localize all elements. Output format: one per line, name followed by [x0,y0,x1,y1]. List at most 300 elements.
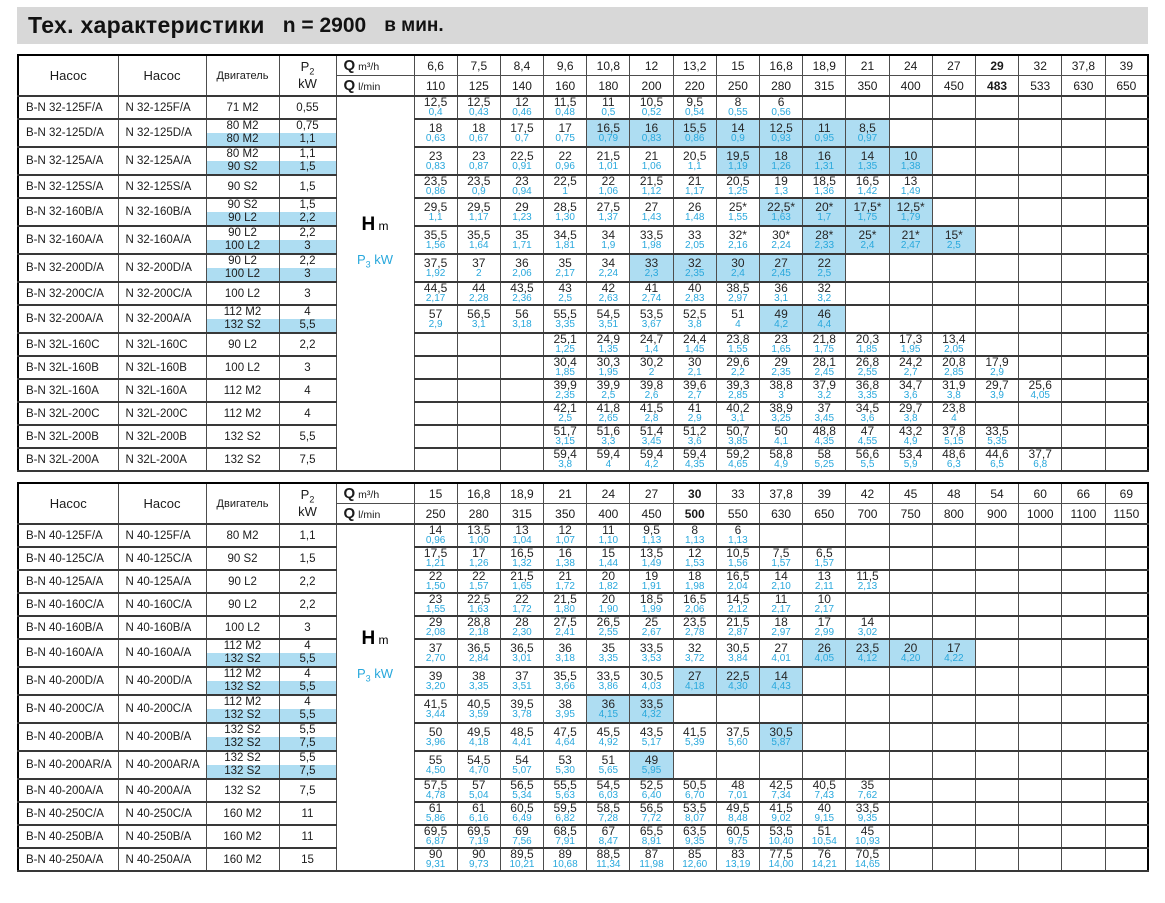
pump-row [18,119,1148,147]
head-value: 51,6 [596,425,621,438]
data-cell [630,448,673,471]
data-cell [457,695,500,723]
p2-line: 3 [280,240,336,253]
head-value: 30,5 [726,640,750,655]
q-lmin-value: 140 [500,76,543,97]
data-cell [500,356,543,379]
data-cell [975,593,1018,616]
power-value: 3,6 [903,390,918,401]
data-cell [889,425,932,448]
data-cell [587,524,630,547]
power-value: 2,08 [425,627,446,638]
head-value: 28,1 [812,356,836,369]
data-cell [414,667,457,695]
pump-name-n: N 32-200C/A [118,282,206,305]
data-cell [716,198,759,226]
motor-cell: 90 L2 [206,593,279,616]
data-cell [889,667,932,695]
data-cell [889,639,932,667]
data-cell [803,570,846,593]
data-cell [889,779,932,802]
head-value: 48,6 [942,448,966,461]
head-value: 14 [774,570,788,583]
motor-line: 112 M2 [223,306,262,318]
data-cell [803,175,846,198]
power-value: 1,72 [555,581,575,592]
p2-line: 4 [304,306,311,318]
data-cell [500,119,543,147]
power-value: 11,98 [639,859,664,870]
head-value: 28* [815,227,834,242]
power-value: 1,31 [814,160,835,172]
data-cell [716,448,759,471]
power-value: 2,5 [601,390,616,401]
power-value: 5,60 [728,736,748,748]
data-cell [673,639,716,667]
q-lmin-value: 280 [760,76,803,97]
data-cell [932,226,975,254]
data-cell [716,425,759,448]
head-value: 21 [558,570,572,583]
data-cell [587,147,630,175]
power-value: 8,91 [641,836,662,847]
head-value: 61 [428,802,443,815]
head-value: 53,5 [639,306,664,321]
head-value: 11 [602,96,615,109]
data-cell [1062,695,1105,723]
power-value: 1,25 [728,186,748,197]
data-cell [500,570,543,593]
data-cell [630,198,673,226]
head-value: 68,5 [553,825,577,838]
head-value: 50 [774,425,788,438]
head-value: 21 [644,148,659,163]
data-cell [587,254,630,282]
power-value: 6,70 [684,790,705,801]
head-value: 11,5 [856,570,879,583]
head-value: 20 [903,640,918,655]
data-cell [587,825,630,848]
q-m3h-value: 18,9 [500,483,543,504]
head-value: 6 [777,96,785,109]
pump-name-n: N 32-160A/A [118,226,206,254]
head-value: 22 [515,593,529,606]
pump-row [18,333,1148,356]
data-cell [414,356,457,379]
motor-line: 90 L2 [228,255,257,267]
data-cell [414,305,457,333]
power-value: 0,87 [469,160,489,172]
head-value: 23 [472,148,486,163]
motor-line: 132 S2 [207,319,279,332]
q-m3h-value: 37,8 [1062,55,1105,76]
power-value: 2,87 [728,627,748,638]
q-lmin-value: 160 [544,76,587,97]
data-cell [760,333,803,356]
head-value: 6,5 [815,547,833,560]
head-value: 22 [601,175,616,188]
p2-line: 0,75 [296,120,319,132]
head-value: 54,5 [467,752,491,767]
motor-line: 90 S2 [207,161,279,174]
head-value: 30,2 [639,356,664,369]
power-value: 7,91 [555,836,575,847]
head-value: 16 [558,547,572,560]
pump-name-n: N 32L-200A [118,448,206,471]
head-value: 55,5 [553,306,577,321]
power-value: 2,35 [555,390,575,401]
head-value: 48,8 [812,425,836,438]
data-cell [414,547,457,570]
head-value: 36,5 [510,640,534,655]
power-axis-label: $P_3$ kW [356,251,394,270]
power-value: 7,19 [469,836,489,847]
power-value: 1,25 [555,344,575,355]
data-cell [846,305,889,333]
q-lmin-value: 450 [932,76,975,97]
spec-table-bn40 [17,482,1149,872]
data-cell [1105,779,1148,802]
p2-line: 2,2 [280,212,336,225]
data-cell [716,402,759,425]
power-value: 3,18 [512,318,532,330]
head-value: 24,4 [683,333,707,346]
pump-name-n: N 32L-160C [118,333,206,356]
head-value: 90 [472,848,486,861]
q-m3h-value: 7,5 [457,55,500,76]
axis-wrap [337,628,414,684]
pump-name-bn: B-N 40-200C/A [18,695,118,723]
data-cell [803,751,846,779]
data-cell [1019,356,1062,379]
power-value: 2,28 [469,293,489,304]
power-value: 3,1 [774,293,789,304]
pump-name-bn: B-N 32-160A/A [18,226,118,254]
head-value: 85 [688,848,702,861]
data-cell [846,254,889,282]
pump-row [18,570,1148,593]
head-value: 37,7 [1028,448,1052,461]
q-lmin-value: 550 [716,504,759,525]
data-cell [544,751,587,779]
data-cell [544,356,587,379]
title-speed: n = 2900 [282,13,367,37]
data-cell [889,175,932,198]
data-cell [932,147,975,175]
power-value: 7,62 [857,790,878,801]
data-cell [1062,524,1105,547]
power-value: 0,63 [425,132,446,144]
motor-cell [206,751,279,779]
head-value: 20 [601,570,616,583]
data-cell [544,695,587,723]
head-value: 34,5 [553,227,577,242]
data-cell [1019,175,1062,198]
power-value: 1,91 [641,581,662,592]
data-cell [544,448,587,471]
power-value: 4,1 [774,436,789,447]
data-cell [587,175,630,198]
data-cell [500,593,543,616]
data-cell [932,616,975,639]
data-cell [716,333,759,356]
data-cell [587,226,630,254]
pump-row [18,175,1148,198]
data-cell [544,593,587,616]
p2-cell [279,751,336,779]
data-cell [1105,282,1148,305]
data-cell [630,402,673,425]
motor-cell: 90 L2 [206,570,279,593]
data-cell [587,333,630,356]
head-value: 13,5 [639,547,664,560]
head-value: 16,5 [510,547,534,560]
motor-line: 132 S2 [224,752,261,764]
head-value: 56,6 [855,448,880,461]
power-value: 2,17 [814,604,835,615]
data-cell [1062,282,1105,305]
head-value: 70,5 [855,848,880,861]
data-cell [1019,282,1062,305]
head-value: 20 [601,593,616,606]
data-cell [500,254,543,282]
data-cell [1105,825,1148,848]
motor-line: 80 M2 [207,133,279,146]
data-cell [716,802,759,825]
head-value: 23,5 [423,175,448,188]
power-value: 3,45 [814,413,835,424]
data-cell [975,198,1018,226]
pump-row [18,356,1148,379]
data-cell [1019,751,1062,779]
data-cell [457,593,500,616]
p2-line: 5,5 [280,653,336,666]
data-cell [630,175,673,198]
head-value: 16,5 [855,175,880,188]
q-m3h-value: 48 [932,483,975,504]
head-value: 42,1 [553,402,577,415]
power-value: 1,35 [598,344,619,355]
data-cell [673,802,716,825]
head-value: 69 [515,825,529,838]
power-value: 1,75 [857,211,878,223]
head-value: 18,5 [639,593,664,606]
data-cell [457,356,500,379]
data-cell [760,667,803,695]
power-value: 3,2 [817,390,832,401]
q-m3h-value: 60 [1019,483,1062,504]
q-m3h-value: 15 [414,483,457,504]
data-cell [673,198,716,226]
q-lmin-value: 1000 [1019,504,1062,525]
table-body [18,524,1148,871]
power-value: 1,37 [598,211,619,223]
head-value: 29 [428,616,443,629]
power-value: 7,43 [814,790,835,801]
head-value: 54 [515,752,529,767]
power-value: 1,82 [598,581,619,592]
head-value: 24,2 [898,356,923,369]
data-cell [544,524,587,547]
data-cell [1105,570,1148,593]
data-cell [457,667,500,695]
pump-name-bn: B-N 32L-200A [18,448,118,471]
data-cell [414,333,457,356]
data-cell [630,379,673,402]
pump-name-n: N 40-125F/A [118,524,206,547]
head-value: 27 [644,199,659,214]
data-cell [1019,119,1062,147]
pump-name-n: N 32L-200C [118,402,206,425]
motor-cell [206,254,279,282]
head-value: 30,4 [553,356,577,369]
power-value: 0,52 [641,107,662,118]
data-cell [1019,616,1062,639]
head-value: 21,5 [726,616,750,629]
data-cell [846,524,889,547]
q-m3h-value: 37,8 [760,483,803,504]
power-value: 6,03 [598,790,619,801]
data-cell [803,254,846,282]
motor-line: 132 S2 [207,709,279,722]
head-value: 34 [601,227,616,242]
pump-row [18,751,1148,779]
pump-name-bn: B-N 40-160B/A [18,616,118,639]
q-lmin-value: 350 [544,504,587,525]
power-value: 3,78 [512,708,532,720]
head-value: 51 [731,306,745,321]
q-lmin-value: 315 [500,504,543,525]
p2-cell: 7,5 [279,448,336,471]
pump-name-bn: B-N 32L-200C [18,402,118,425]
data-cell [760,547,803,570]
power-value: 2,55 [598,627,619,638]
data-cell [1105,616,1148,639]
data-cell [716,175,759,198]
pump-name-bn: B-N 32-200D/A [18,254,118,282]
head-value: 29,5 [467,199,491,214]
head-value: 51,2 [683,425,707,438]
motor-line: 100 L2 [207,240,279,253]
head-value: 35 [515,227,529,242]
data-cell [1019,96,1062,119]
data-cell [803,402,846,425]
data-cell [630,524,673,547]
data-cell [760,802,803,825]
head-value: 34,7 [898,379,923,392]
data-cell [932,425,975,448]
power-value: 10,93 [854,836,880,847]
q-lmin-value: 650 [803,504,846,525]
head-value: 38 [558,696,572,711]
pump-name-n: N 32-160B/A [118,198,206,226]
power-value: 6,3 [946,459,961,470]
head-value: 76 [817,848,831,861]
data-cell [630,751,673,779]
head-value: 59,4 [553,448,577,461]
power-value: 1,00 [469,535,489,546]
data-cell [1105,379,1148,402]
pump-name-n: N 40-160B/A [118,616,206,639]
q-lmin-value: 1150 [1105,504,1148,525]
data-cell [630,119,673,147]
p2-cell [279,226,336,254]
power-value: 2,55 [857,367,878,378]
head-value: 41,5 [769,802,793,815]
q-m3h-value: 6,6 [414,55,457,76]
head-value: 18,5 [812,175,836,188]
head-value: 18 [774,616,788,629]
data-cell [932,593,975,616]
pump-name-bn: B-N 40-125C/A [18,547,118,570]
data-cell [1019,254,1062,282]
data-cell [716,570,759,593]
data-cell [975,825,1018,848]
data-cell [1105,751,1148,779]
head-value: 21,5 [553,593,577,606]
data-cell [1019,667,1062,695]
motor-line: 100 L2 [207,268,279,281]
head-value: 57,5 [423,779,448,792]
power-value: 1,10 [598,535,619,546]
head-value: 17 [817,616,831,629]
data-cell [803,147,846,175]
head-value: 53,4 [898,448,923,461]
power-value: 9,35 [684,836,705,847]
q-lmin-value: 500 [673,504,716,525]
pump-name-n: N 40-250C/A [118,802,206,825]
head-value: 37 [515,668,529,683]
data-cell [457,119,500,147]
data-cell [457,723,500,751]
data-cell [587,667,630,695]
power-value: 4 [605,459,612,470]
head-value: 17,9 [985,356,1009,369]
q-lmin-value: 800 [932,504,975,525]
power-value: 0,55 [728,107,748,118]
power-value: 0,4 [428,107,443,118]
power-value: 1,13 [684,535,705,546]
motor-cell: 112 M2 [206,402,279,425]
power-value: 3,95 [555,708,575,720]
data-cell [760,254,803,282]
power-value: 1,01 [598,160,619,172]
pump-name-bn: B-N 32-125F/A [18,96,118,119]
flow-unit: l/min [358,509,381,521]
head-value: 31,9 [942,379,966,392]
power-value: 12,60 [682,859,708,870]
pump-row [18,667,1148,695]
power-value: 1,04 [512,535,532,546]
pump-row [18,198,1148,226]
power-value: 1,72 [512,604,532,615]
power-value: 1,99 [641,604,662,615]
data-cell [1019,723,1062,751]
power-value: 4,9 [903,436,918,447]
head-value: 11 [602,524,615,537]
head-value: 44 [472,282,486,295]
power-value: 4,43 [771,680,791,692]
data-cell [1019,402,1062,425]
pump-name-bn: B-N 40-250C/A [18,802,118,825]
motor-cell: 100 L2 [206,356,279,379]
motor-cell: 71 M2 [206,96,279,119]
p2-unit: kW [298,503,317,519]
power-value: 2,36 [512,293,532,304]
head-value: 56 [515,306,529,321]
power-value: 1,38 [900,160,921,172]
data-cell [587,639,630,667]
